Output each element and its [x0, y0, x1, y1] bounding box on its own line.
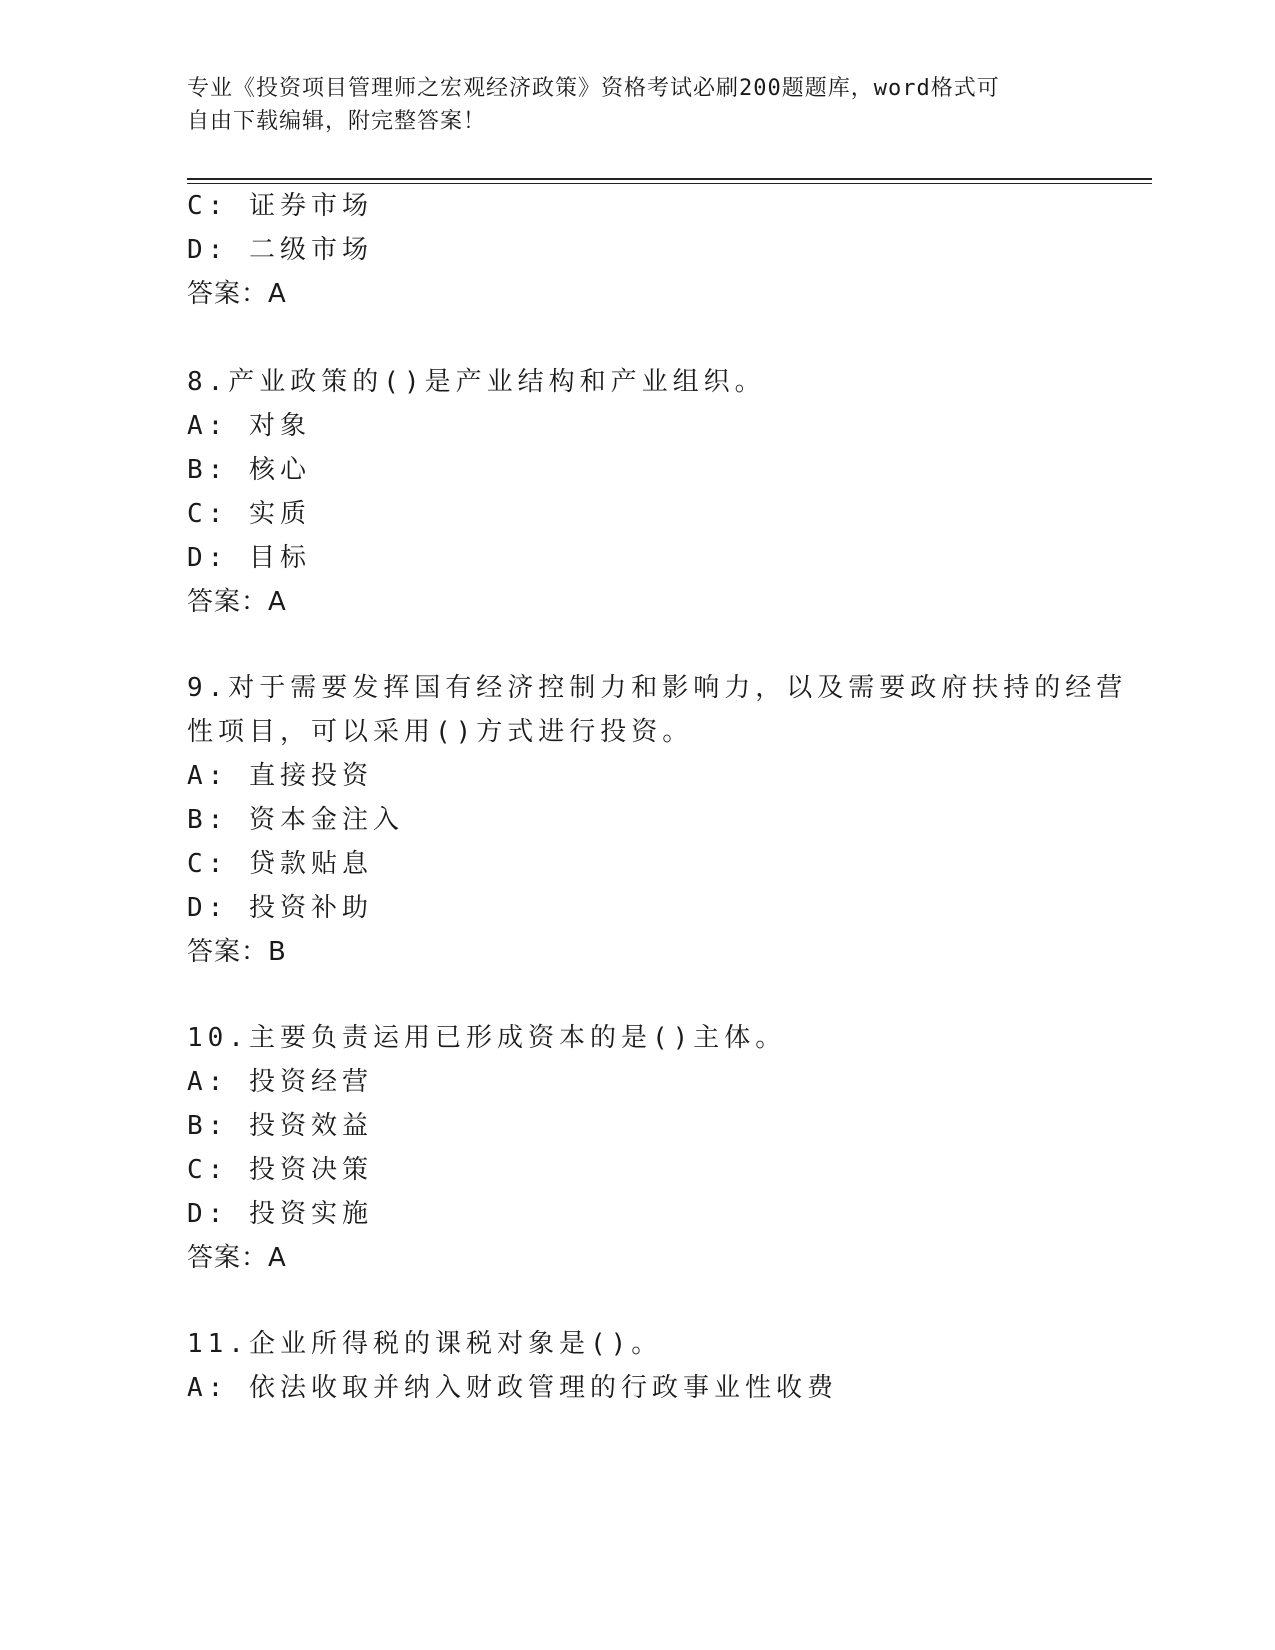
q10-answer: 答案：A	[187, 1243, 287, 1273]
q8-option-d: D: 目标	[187, 543, 311, 573]
q10-option-c: C: 投资决策	[187, 1155, 373, 1185]
q11-option-a: A: 依法收取并纳入财政管理的行政事业性收费	[187, 1373, 838, 1403]
q9-option-a: A: 直接投资	[187, 761, 373, 791]
q8-option-a: A: 对象	[187, 411, 311, 441]
header-divider-thin	[187, 183, 1152, 184]
q9-option-d: D: 投资补助	[187, 893, 373, 923]
q9-option-b: B: 资本金注入	[187, 805, 404, 835]
q10-option-a: A: 投资经营	[187, 1067, 373, 1097]
q9-answer: 答案：B	[187, 937, 287, 967]
header-line-2: 自由下载编辑，附完整答案！	[187, 109, 487, 134]
q8-stem: 8.产业政策的()是产业结构和产业组织。	[187, 367, 766, 397]
q10-option-d: D: 投资实施	[187, 1199, 373, 1229]
document-header	[187, 72, 1067, 138]
q10-stem: 10.主要负责运用已形成资本的是()主体。	[187, 1023, 787, 1053]
q8-option-b: B: 核心	[187, 455, 311, 485]
q8-answer: 答案：A	[187, 587, 287, 617]
q9-option-c: C: 贷款贴息	[187, 849, 373, 879]
q9-stem-line-2: 性项目，可以采用()方式进行投资。	[187, 717, 694, 747]
header-line-1: 专业《投资项目管理师之宏观经济政策》资格考试必刷200题题库，word格式可	[187, 76, 1000, 101]
q11-stem: 11.企业所得税的课税对象是()。	[187, 1329, 663, 1359]
prev-option-d: D: 二级市场	[187, 235, 373, 265]
q8-option-c: C: 实质	[187, 499, 311, 529]
q10-option-b: B: 投资效益	[187, 1111, 373, 1141]
prev-option-c: C: 证券市场	[187, 191, 373, 221]
q9-stem-line-1: 9.对于需要发挥国有经济控制力和影响力，以及需要政府扶持的经营	[187, 673, 1128, 703]
header-divider-thick	[187, 178, 1152, 180]
prev-answer: 答案：A	[187, 279, 287, 309]
